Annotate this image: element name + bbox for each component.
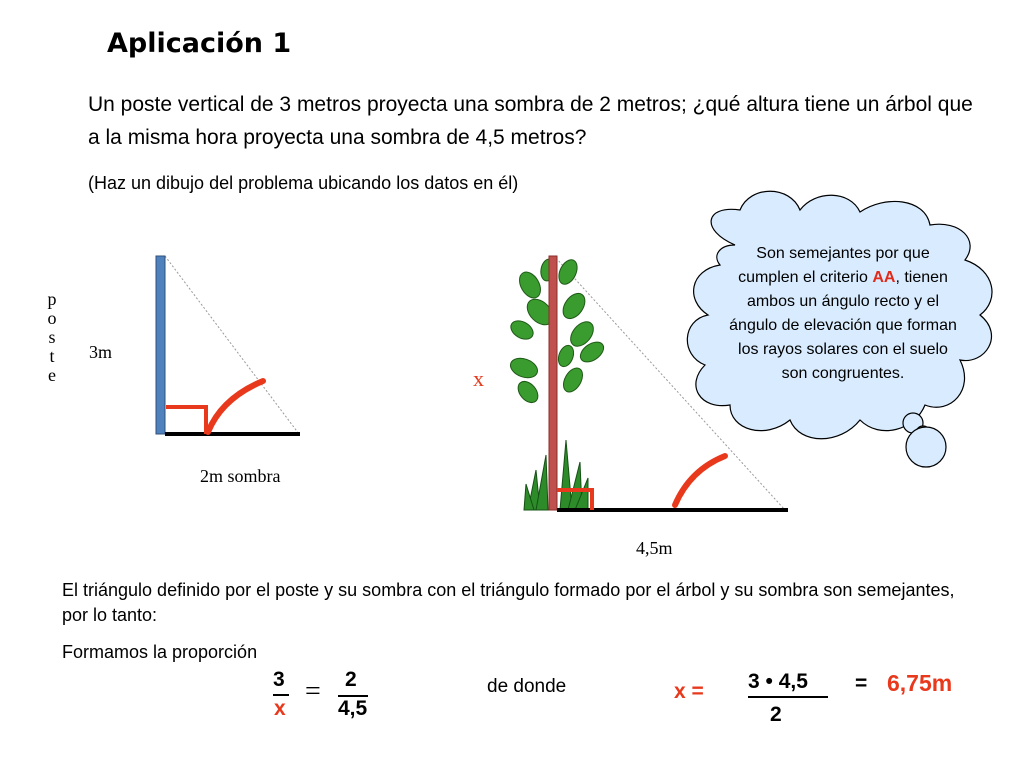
tree-shadow-label: 4,5m: [636, 538, 673, 558]
x-equals-label: x =: [674, 680, 704, 703]
criterion-aa: AA: [872, 269, 896, 286]
pole-letter: o: [47, 308, 57, 328]
de-donde-text: de donde: [487, 676, 567, 697]
pole-figure: [156, 256, 300, 434]
fraction-right-numerator: 2: [345, 668, 357, 691]
pole: [156, 256, 165, 434]
pole-height-label: 3m: [89, 342, 113, 362]
problem-statement: Un poste vertical de 3 metros proyecta una sombra de 2 metros; ¿qué altura tiene un árbol que a la misma hora proyecta una sombra de 4,5 metros?: [88, 93, 973, 149]
pole-shadow-label: 2m sombra: [200, 466, 281, 486]
pole-vertical-label: [44, 290, 60, 385]
instruction-text: (Haz un dibujo del problema ubicando los datos en él): [88, 173, 519, 193]
tree-height-label: x: [473, 366, 484, 391]
fraction-left-denominator: x: [274, 697, 286, 720]
fraction-left-numerator: 3: [273, 668, 285, 691]
slide-title: Aplicación 1: [107, 28, 292, 59]
proportion-intro: Formamos la proporción: [62, 642, 258, 662]
elevation-angle-arc-2: [675, 456, 725, 505]
result-denominator: 2: [770, 703, 782, 726]
cloud-text-after: , tienen ambos un ángulo recto y el ángulo de elevación que forman los rayos solares con el suelo son congruentes.: [729, 269, 957, 382]
pole-letter: e: [48, 365, 56, 385]
final-result: 6,75m: [887, 670, 953, 696]
cloud-text-before: Son semejantes por que cumplen el criterio: [738, 245, 930, 286]
fraction-bar-left: [273, 694, 289, 696]
cloud-text: [727, 242, 959, 386]
right-angle-mark: [166, 407, 206, 434]
tree-trunk: [549, 256, 557, 510]
pole-letter: t: [49, 346, 55, 366]
equals-sign-2: =: [855, 672, 868, 695]
pole-letter: p: [47, 289, 57, 309]
elevation-angle-arc: [208, 381, 263, 432]
result-numerator: 3 • 4,5: [748, 670, 808, 693]
equals-sign: =: [305, 676, 321, 707]
conclusion-text: El triángulo definido por el poste y su sombra con el triángulo formado por el árbol y su sombra son semejantes, por lo tanto:: [62, 580, 955, 625]
fraction-right-denominator: 4,5: [338, 697, 368, 720]
pole-letter: s: [48, 327, 56, 347]
